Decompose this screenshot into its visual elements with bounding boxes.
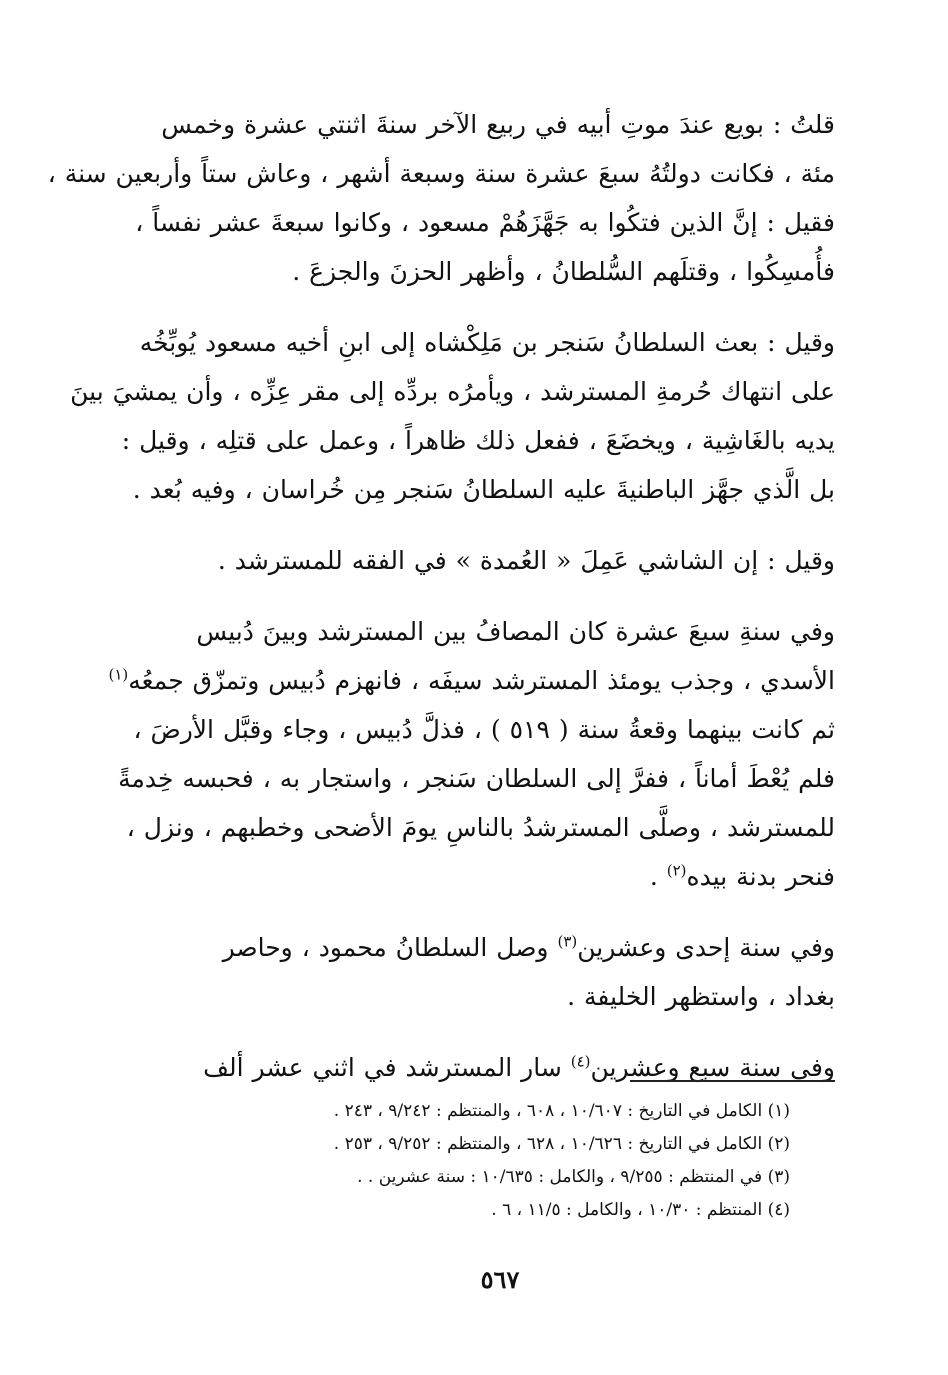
text-line — [165, 923, 835, 972]
footnote: (٤) المنتظم : ١٠/٣٠ ، والكامل : ١١/٥ ، ٦ . — [491, 1200, 790, 1220]
text-line: وفي سنةِ سبعَ عشرة كان المصافُ بين المسترشد وبينَ دُبيس — [196, 617, 835, 646]
book-page — [47, 100, 835, 1340]
paragraph-6 — [165, 1043, 835, 1092]
text-line: بغداد ، واستظهر الخليفة . — [567, 982, 835, 1011]
text-segment: الأسدي ، وجذب يومئذ المسترشد سيفَه ، فانهزم دُبيس وتمزّق جمعُه — [128, 666, 835, 695]
text-segment: وفي سنة إحدى وعشرين — [577, 933, 835, 962]
main-text — [47, 100, 835, 1092]
footnote: (١) الكامل في التاريخ : ١٠/٦٠٧ ، ٦٠٨ ، والمنتظم : ٩/٢٤٢ ، ٢٤٣ . — [333, 1101, 790, 1121]
text-segment: وصل السلطانُ محمود ، وحاصر — [222, 933, 549, 962]
footnote-divider — [630, 1080, 835, 1082]
text-line: على انتهاك حُرمةِ المسترشد ، ويأمرُه بردِّه إلى مقر عِزِّه ، وأن يمشيَ بينَ — [70, 377, 835, 406]
text-line — [165, 1043, 835, 1092]
paragraph-3 — [165, 536, 835, 585]
text-line: للمسترشد ، وصلَّى المسترشدُ بالناسِ يومَ الأضحى وخطبهم ، ونزل ، — [126, 813, 835, 842]
text-line: مئة ، فكانت دولتُهُ سبعَ عشرة سنة وسبعة أشهر ، وعاش ستاً وأربعين سنة ، — [47, 159, 835, 188]
text-line — [108, 656, 835, 705]
paragraph-4 — [108, 607, 835, 901]
footnote-marker: (٣) — [557, 932, 578, 951]
text-segment: سار المسترشد في اثني عشر ألف — [203, 1053, 562, 1082]
text-segment: وفي سنة سبع وعشرين — [590, 1053, 835, 1082]
footnote-marker: (٢) — [666, 861, 687, 880]
text-line: وقيل : إن الشاشي عَمِلَ « العُمدة » في الفقه للمسترشد . — [217, 546, 835, 575]
text-line: فقيل : إنَّ الذين فتكُوا به جَهَّزَهُمْ مسعود ، وكانوا سبعةَ عشر نفساً ، — [135, 208, 835, 237]
page-number: ٥٦٧ — [480, 1265, 520, 1294]
text-line: وقيل : بعث السلطانُ سَنجر بن مَلِكْشاه إلى ابنِ أخيه مسعود يُوبِّخُه — [139, 328, 835, 357]
paragraph-1 — [47, 100, 835, 296]
text-line: فأُمسِكُوا ، وقتلَهم السُّلطانُ ، وأظهر الحزنَ والجزعَ . — [292, 257, 835, 286]
text-line: يديه بالغَاشِية ، ويخضَعَ ، ففعل ذلك ظاهراً ، وعمل على قتلِه ، وقيل : — [121, 426, 835, 455]
text-line: ثم كانت بينهما وقعةُ سنة ( ٥١٩ ) ، فذلَّ دُبيس ، وجاء وقبَّل الأرضَ ، — [133, 715, 835, 744]
footnote: (٣) في المنتظم : ٩/٢٥٥ ، والكامل : ١٠/٦٣٥ : سنة عشرين . . — [357, 1167, 790, 1187]
paragraph-5 — [165, 923, 835, 1021]
text-line: فلم يُعْطَ أماناً ، ففرَّ إلى السلطان سَنجر ، واستجار به ، فحبسه خِدمةً — [118, 764, 835, 793]
paragraph-2 — [70, 318, 835, 514]
footnotes — [165, 1095, 790, 1227]
text-line: بل الَّذي جهَّز الباطنيةَ عليه السلطانُ سَنجر مِن خُراسان ، وفيه بُعد . — [132, 475, 835, 504]
footnote-marker: (١) — [108, 665, 129, 684]
text-line: فنحر بدنة بيده$^{(٢)}$ . — [649, 861, 835, 891]
footnote-marker: (٤) — [570, 1052, 591, 1071]
text-line: قلتُ : بويع عندَ موتِ أبيه في ربيع الآخر سنةَ اثنتي عشرة وخمس — [161, 110, 835, 139]
text-segment: فنحر بدنة بيده — [686, 862, 835, 891]
footnote: (٢) الكامل في التاريخ : ١٠/٦٢٦ ، ٦٢٨ ، والمنتظم : ٩/٢٥٢ ، ٢٥٣ . — [333, 1134, 790, 1154]
